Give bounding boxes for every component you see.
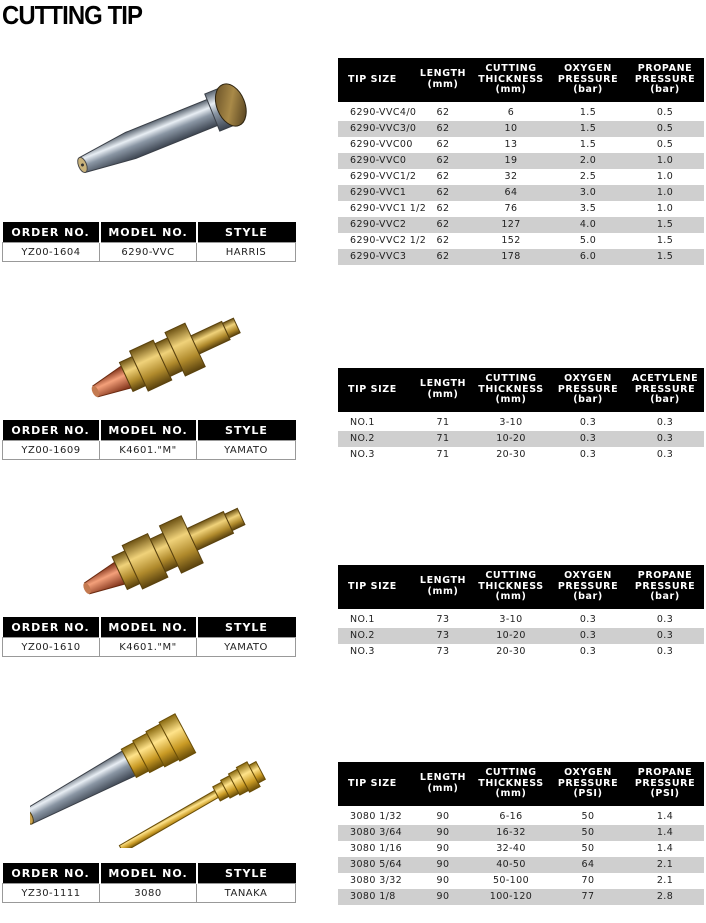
order-no-header: ORDER NO. — [3, 420, 100, 441]
cutting-thickness-header: CUTTING THICKNESS (mm) — [472, 565, 550, 610]
fuel-cell: 0.3 — [656, 449, 674, 460]
fuel-pressure-header: ACETYLENE PRESSURE (bar) — [626, 368, 704, 413]
thickness-cell: 20-30 — [496, 646, 526, 657]
thickness-cell: 127 — [472, 217, 550, 233]
fuel-pressure-header: PROPANE PRESSURE (bar) — [626, 565, 704, 610]
order-no-value: YZ30-1111 — [3, 884, 100, 903]
style-value: TANAKA — [197, 884, 296, 903]
thickness-cell: 13 — [504, 139, 518, 150]
page-title: CUTTING TIP — [2, 0, 143, 30]
table-row — [338, 825, 704, 841]
style-value: YAMATO — [197, 441, 296, 460]
fuel-cell: 1.4 — [656, 843, 674, 854]
tip-size-cell: 6290-VVC00 — [350, 139, 413, 150]
model-no-header: MODEL NO. — [100, 863, 197, 884]
oxygen-cell: 1.5 — [579, 139, 597, 150]
length-header: LENGTH (mm) — [414, 565, 472, 610]
tip-size-header: TIP SIZE — [338, 58, 414, 103]
length-cell: 62 — [414, 153, 472, 169]
table-row — [338, 857, 704, 873]
order-no-value: YZ00-1604 — [3, 243, 100, 262]
table-row — [338, 431, 704, 447]
tip-size-cell: NO.1 — [338, 610, 414, 628]
yamato-propane-tip-image — [75, 502, 257, 602]
style-header: STYLE — [197, 617, 296, 638]
fuel-cell: 0.5 — [626, 103, 704, 121]
oxygen-cell: 1.5 — [550, 103, 626, 121]
oxygen-cell: 2.5 — [579, 171, 597, 182]
tip-size-cell: 6290-VVC2 1/2 — [350, 235, 427, 246]
fuel-cell: 0.5 — [656, 139, 674, 150]
table-row — [338, 201, 704, 217]
oxygen-cell: 5.0 — [579, 235, 597, 246]
length-cell: 62 — [414, 185, 472, 201]
spec-table-4 — [338, 762, 704, 905]
length-cell: 90 — [436, 875, 450, 886]
table-row — [338, 873, 704, 889]
fuel-cell: 1.5 — [626, 217, 704, 233]
thickness-cell: 10-20 — [472, 431, 550, 447]
thickness-cell: 16-32 — [472, 825, 550, 841]
length-cell: 62 — [414, 217, 472, 233]
table-row — [338, 413, 704, 431]
tip-size-header: TIP SIZE — [338, 565, 414, 610]
length-header: LENGTH (mm) — [414, 58, 472, 103]
thickness-cell: 3-10 — [472, 413, 550, 431]
order-no-value: YZ00-1609 — [3, 441, 100, 460]
table-row — [338, 233, 704, 249]
fuel-pressure-header: PROPANE PRESSURE (bar) — [626, 58, 704, 103]
spec-table-2 — [338, 368, 704, 463]
fuel-cell: 0.3 — [626, 431, 704, 447]
table-row — [338, 841, 704, 857]
table-row — [338, 447, 704, 463]
table-row — [338, 217, 704, 233]
thickness-cell: 3-10 — [472, 610, 550, 628]
table-row — [338, 610, 704, 628]
fuel-cell: 1.4 — [626, 807, 704, 825]
tip-size-header: TIP SIZE — [338, 368, 414, 413]
fuel-cell: 1.0 — [626, 153, 704, 169]
cutting-thickness-header: CUTTING THICKNESS (mm) — [472, 58, 550, 103]
thickness-cell: 32 — [504, 171, 518, 182]
length-header: LENGTH (mm) — [414, 368, 472, 413]
oxygen-cell: 2.0 — [550, 153, 626, 169]
tip-size-cell: NO.3 — [350, 449, 375, 460]
oxygen-cell: 64 — [550, 857, 626, 873]
length-cell: 90 — [414, 889, 472, 905]
thickness-cell: 19 — [472, 153, 550, 169]
thickness-cell: 6 — [472, 103, 550, 121]
style-value: YAMATO — [197, 638, 296, 657]
tip-size-cell: 6290-VVC1 1/2 — [350, 203, 427, 214]
length-cell: 90 — [436, 843, 450, 854]
oxygen-cell: 0.3 — [579, 449, 597, 460]
length-cell: 62 — [436, 139, 450, 150]
tip-size-cell: 3080 1/8 — [338, 889, 414, 905]
oxygen-cell: 6.0 — [550, 249, 626, 265]
length-cell: 73 — [414, 610, 472, 628]
model-no-header: MODEL NO. — [100, 420, 197, 441]
spec-table-1 — [338, 58, 704, 265]
length-cell: 90 — [414, 857, 472, 873]
order-table-3 — [2, 617, 296, 657]
tip-size-cell: 3080 1/16 — [350, 843, 403, 854]
thickness-cell: 152 — [501, 235, 521, 246]
fuel-cell: 2.1 — [656, 875, 674, 886]
thickness-cell: 50-100 — [492, 875, 530, 886]
thickness-cell: 100-120 — [472, 889, 550, 905]
oxygen-pressure-header: OXYGEN PRESSURE (bar) — [550, 58, 626, 103]
oxygen-cell: 0.3 — [550, 413, 626, 431]
thickness-cell: 20-30 — [496, 449, 526, 460]
tip-size-cell: NO.3 — [350, 646, 375, 657]
table-row — [338, 185, 704, 201]
oxygen-cell: 0.3 — [550, 431, 626, 447]
length-cell: 62 — [414, 249, 472, 265]
thickness-cell: 76 — [504, 203, 518, 214]
fuel-cell: 0.3 — [656, 646, 674, 657]
order-no-header: ORDER NO. — [3, 863, 100, 884]
oxygen-pressure-header: OXYGEN PRESSURE (bar) — [550, 368, 626, 413]
model-no-value: K4601."M" — [100, 441, 197, 460]
model-no-value: K4601."M" — [100, 638, 197, 657]
length-cell: 73 — [414, 628, 472, 644]
tip-size-cell: NO.1 — [338, 413, 414, 431]
fuel-cell: 0.5 — [626, 121, 704, 137]
table-row — [338, 889, 704, 905]
length-cell: 71 — [414, 413, 472, 431]
length-cell: 62 — [414, 121, 472, 137]
fuel-cell: 0.3 — [626, 413, 704, 431]
tip-size-cell: NO.2 — [338, 628, 414, 644]
tip-size-cell: 3080 5/64 — [338, 857, 414, 873]
model-no-value: 6290-VVC — [100, 243, 197, 262]
table-row — [338, 137, 704, 153]
length-cell: 71 — [436, 449, 450, 460]
order-table-4 — [2, 863, 296, 903]
table-row — [338, 121, 704, 137]
oxygen-cell: 50 — [581, 843, 595, 854]
length-cell: 90 — [414, 825, 472, 841]
thickness-cell: 40-50 — [472, 857, 550, 873]
order-no-header: ORDER NO. — [3, 617, 100, 638]
length-cell: 73 — [436, 646, 450, 657]
style-header: STYLE — [197, 420, 296, 441]
yamato-acetylene-tip-image — [82, 308, 252, 408]
fuel-pressure-header: PROPANE PRESSURE (PSI) — [626, 762, 704, 807]
length-cell: 62 — [414, 103, 472, 121]
fuel-cell: 2.8 — [626, 889, 704, 905]
style-header: STYLE — [197, 863, 296, 884]
table-row — [338, 807, 704, 825]
tip-size-cell: 3080 3/64 — [338, 825, 414, 841]
oxygen-cell: 0.3 — [550, 628, 626, 644]
thickness-cell: 10 — [472, 121, 550, 137]
model-no-header: MODEL NO. — [100, 617, 197, 638]
oxygen-cell: 1.5 — [550, 121, 626, 137]
oxygen-cell: 77 — [550, 889, 626, 905]
tip-size-cell: 6290-VVC1/2 — [350, 171, 417, 182]
order-no-header: ORDER NO. — [3, 222, 100, 243]
fuel-cell: 0.3 — [626, 610, 704, 628]
oxygen-cell: 50 — [550, 825, 626, 841]
spec-table-3 — [338, 565, 704, 660]
cutting-thickness-header: CUTTING THICKNESS (mm) — [472, 368, 550, 413]
thickness-cell: 178 — [472, 249, 550, 265]
fuel-cell: 2.1 — [626, 857, 704, 873]
length-cell: 62 — [436, 203, 450, 214]
length-header: LENGTH (mm) — [414, 762, 472, 807]
oxygen-cell: 0.3 — [550, 610, 626, 628]
table-row — [338, 153, 704, 169]
style-value: HARRIS — [197, 243, 296, 262]
thickness-cell: 64 — [472, 185, 550, 201]
oxygen-cell: 70 — [581, 875, 595, 886]
tip-size-cell: 6290-VVC3/0 — [338, 121, 414, 137]
tip-size-header: TIP SIZE — [338, 762, 414, 807]
thickness-cell: 32-40 — [496, 843, 526, 854]
style-header: STYLE — [197, 222, 296, 243]
tip-size-cell: NO.2 — [338, 431, 414, 447]
fuel-cell: 1.0 — [626, 185, 704, 201]
harris-cutting-tip-image — [70, 82, 260, 192]
order-table-2 — [2, 420, 296, 460]
tip-size-cell: 6290-VVC1 — [338, 185, 414, 201]
fuel-cell: 1.0 — [656, 203, 674, 214]
oxygen-cell: 3.5 — [579, 203, 597, 214]
order-table-1 — [2, 222, 296, 262]
length-cell: 90 — [414, 807, 472, 825]
table-row — [338, 169, 704, 185]
length-cell: 71 — [414, 431, 472, 447]
oxygen-cell: 3.0 — [550, 185, 626, 201]
table-row — [338, 644, 704, 660]
fuel-cell: 1.4 — [626, 825, 704, 841]
order-no-value: YZ00-1610 — [3, 638, 100, 657]
tip-size-cell: 6290-VVC0 — [338, 153, 414, 169]
cutting-thickness-header: CUTTING THICKNESS (mm) — [472, 762, 550, 807]
thickness-cell: 6-16 — [472, 807, 550, 825]
tanaka-cutting-tip-image — [30, 708, 298, 848]
table-row — [338, 249, 704, 265]
tip-size-cell: 3080 1/32 — [338, 807, 414, 825]
tip-size-cell: 6290-VVC2 — [338, 217, 414, 233]
table-row — [338, 628, 704, 644]
fuel-cell: 1.0 — [656, 171, 674, 182]
oxygen-pressure-header: OXYGEN PRESSURE (PSI) — [550, 762, 626, 807]
fuel-cell: 1.5 — [656, 235, 674, 246]
length-cell: 62 — [436, 235, 450, 246]
tip-size-cell: 6290-VVC3 — [338, 249, 414, 265]
oxygen-cell: 0.3 — [579, 646, 597, 657]
fuel-cell: 1.5 — [626, 249, 704, 265]
thickness-cell: 10-20 — [472, 628, 550, 644]
oxygen-cell: 50 — [550, 807, 626, 825]
table-row — [338, 103, 704, 121]
fuel-cell: 0.3 — [626, 628, 704, 644]
length-cell: 62 — [436, 171, 450, 182]
tip-size-cell: 6290-VVC4/0 — [338, 103, 414, 121]
model-no-value: 3080 — [100, 884, 197, 903]
tip-size-cell: 3080 3/32 — [350, 875, 403, 886]
oxygen-cell: 4.0 — [550, 217, 626, 233]
oxygen-pressure-header: OXYGEN PRESSURE (bar) — [550, 565, 626, 610]
model-no-header: MODEL NO. — [100, 222, 197, 243]
